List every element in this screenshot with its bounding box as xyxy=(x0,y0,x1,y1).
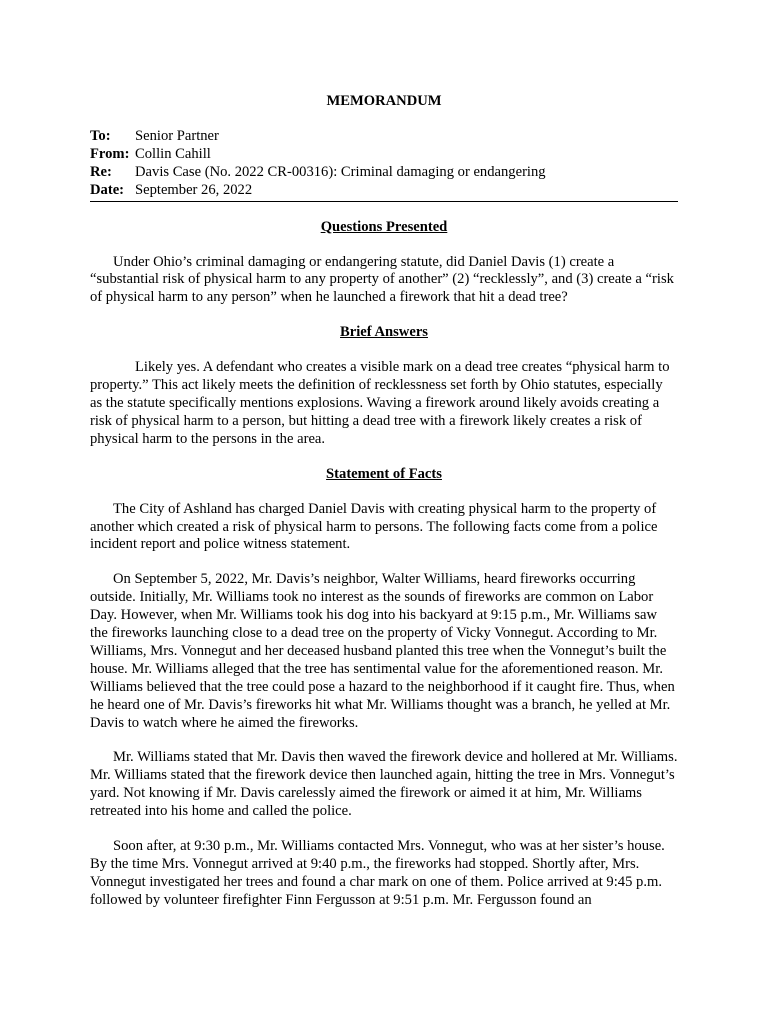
memo-header xyxy=(90,128,678,202)
header-value-date: September 26, 2022 xyxy=(135,181,253,198)
memo-page xyxy=(90,93,678,910)
header-row-re xyxy=(90,164,678,182)
questions-presented-paragraph: Under Ohio’s criminal damaging or endangering statute, did Daniel Davis (1) create a “substantial risk of physical harm to any property of another” (2) “recklessly”, and (3) create a “risk of physical harm to any person” when he launched a firework that hit a dead tree? xyxy=(90,253,674,306)
statement-of-facts-heading: Statement of Facts xyxy=(326,465,442,482)
header-label-from: From: xyxy=(90,145,130,162)
header-row-to xyxy=(90,128,678,146)
header-row-date xyxy=(90,182,678,200)
header-label-date: Date: xyxy=(90,181,125,198)
facts-paragraph: On September 5, 2022, Mr. Davis’s neighbor, Walter Williams, heard fireworks occurring outside. Initially, Mr. Williams took no interest as the sounds of fireworks are common on Labor Day. However, when Mr. Williams took his dog into his backyard at 9:15 p.m., Mr. Williams saw the fireworks launching close to a dead tree on the property of Vicky Vonnegut. According to Mr. Williams, Mrs. Vonnegut and her deceased husband planted this tree when the Vonnegut’s built the house. Mr. Williams alleged that the tree has sentimental value for the aforementioned reason. Mr. Williams believed that the tree could pose a hazard to the neighborhood if it caught fire. Thus, when he heard one of Mr. Davis’s fireworks hit what Mr. Williams thought was a branch, he yelled at Mr. Davis to watch where he aimed the fireworks. xyxy=(90,571,675,731)
facts-paragraph: The City of Ashland has charged Daniel Davis with creating physical harm to the property of another which created a risk of physical harm to persons. The following facts come from a police incident report and police witness statement. xyxy=(90,500,658,553)
facts-paragraph: Soon after, at 9:30 p.m., Mr. Williams contacted Mrs. Vonnegut, who was at her sister’s house. By the time Mrs. Vonnegut arrived at 9:40 p.m., the fireworks had stopped. Shortly after, Mrs. Vonnegut investigated her trees and found a char mark on one of them. Police arrived at 9:45 p.m. followed by volunteer firefighter Finn Fergusson at 9:51 p.m. Mr. Fergusson found an xyxy=(90,838,665,908)
header-label-re: Re: xyxy=(90,163,112,180)
header-value-to: Senior Partner xyxy=(135,128,219,144)
header-value-from: Collin Cahill xyxy=(135,145,211,162)
brief-answers-heading: Brief Answers xyxy=(340,324,428,341)
facts-paragraph: Mr. Williams stated that Mr. Davis then waved the firework device and hollered at Mr. Williams. Mr. Williams stated that the firework device then launched again, hitting the tree in Mrs. Vonnegut’s yard. Not knowing if Mr. Davis carelessly aimed the firework or aimed it at him, Mr. Williams retreated into his home and called the police. xyxy=(90,749,678,820)
brief-answers-paragraph: Likely yes. A defendant who creates a visible mark on a dead tree creates “physical harm to property.” This act likely meets the definition of recklessness set forth by Ohio statutes, especially as the statute specifically mentions explosions. Waving a firework around likely avoids creating a risk of physical harm to a person, but hitting a dead tree with a firework likely creates a risk of physical harm to the persons in the area. xyxy=(90,359,670,447)
header-row-from xyxy=(90,146,678,164)
memo-title: MEMORANDUM xyxy=(326,93,442,109)
header-value-re: Davis Case (No. 2022 CR-00316): Criminal damaging or endangering xyxy=(135,163,546,180)
questions-presented-heading: Questions Presented xyxy=(320,218,448,235)
header-label-to: To: xyxy=(90,128,111,144)
